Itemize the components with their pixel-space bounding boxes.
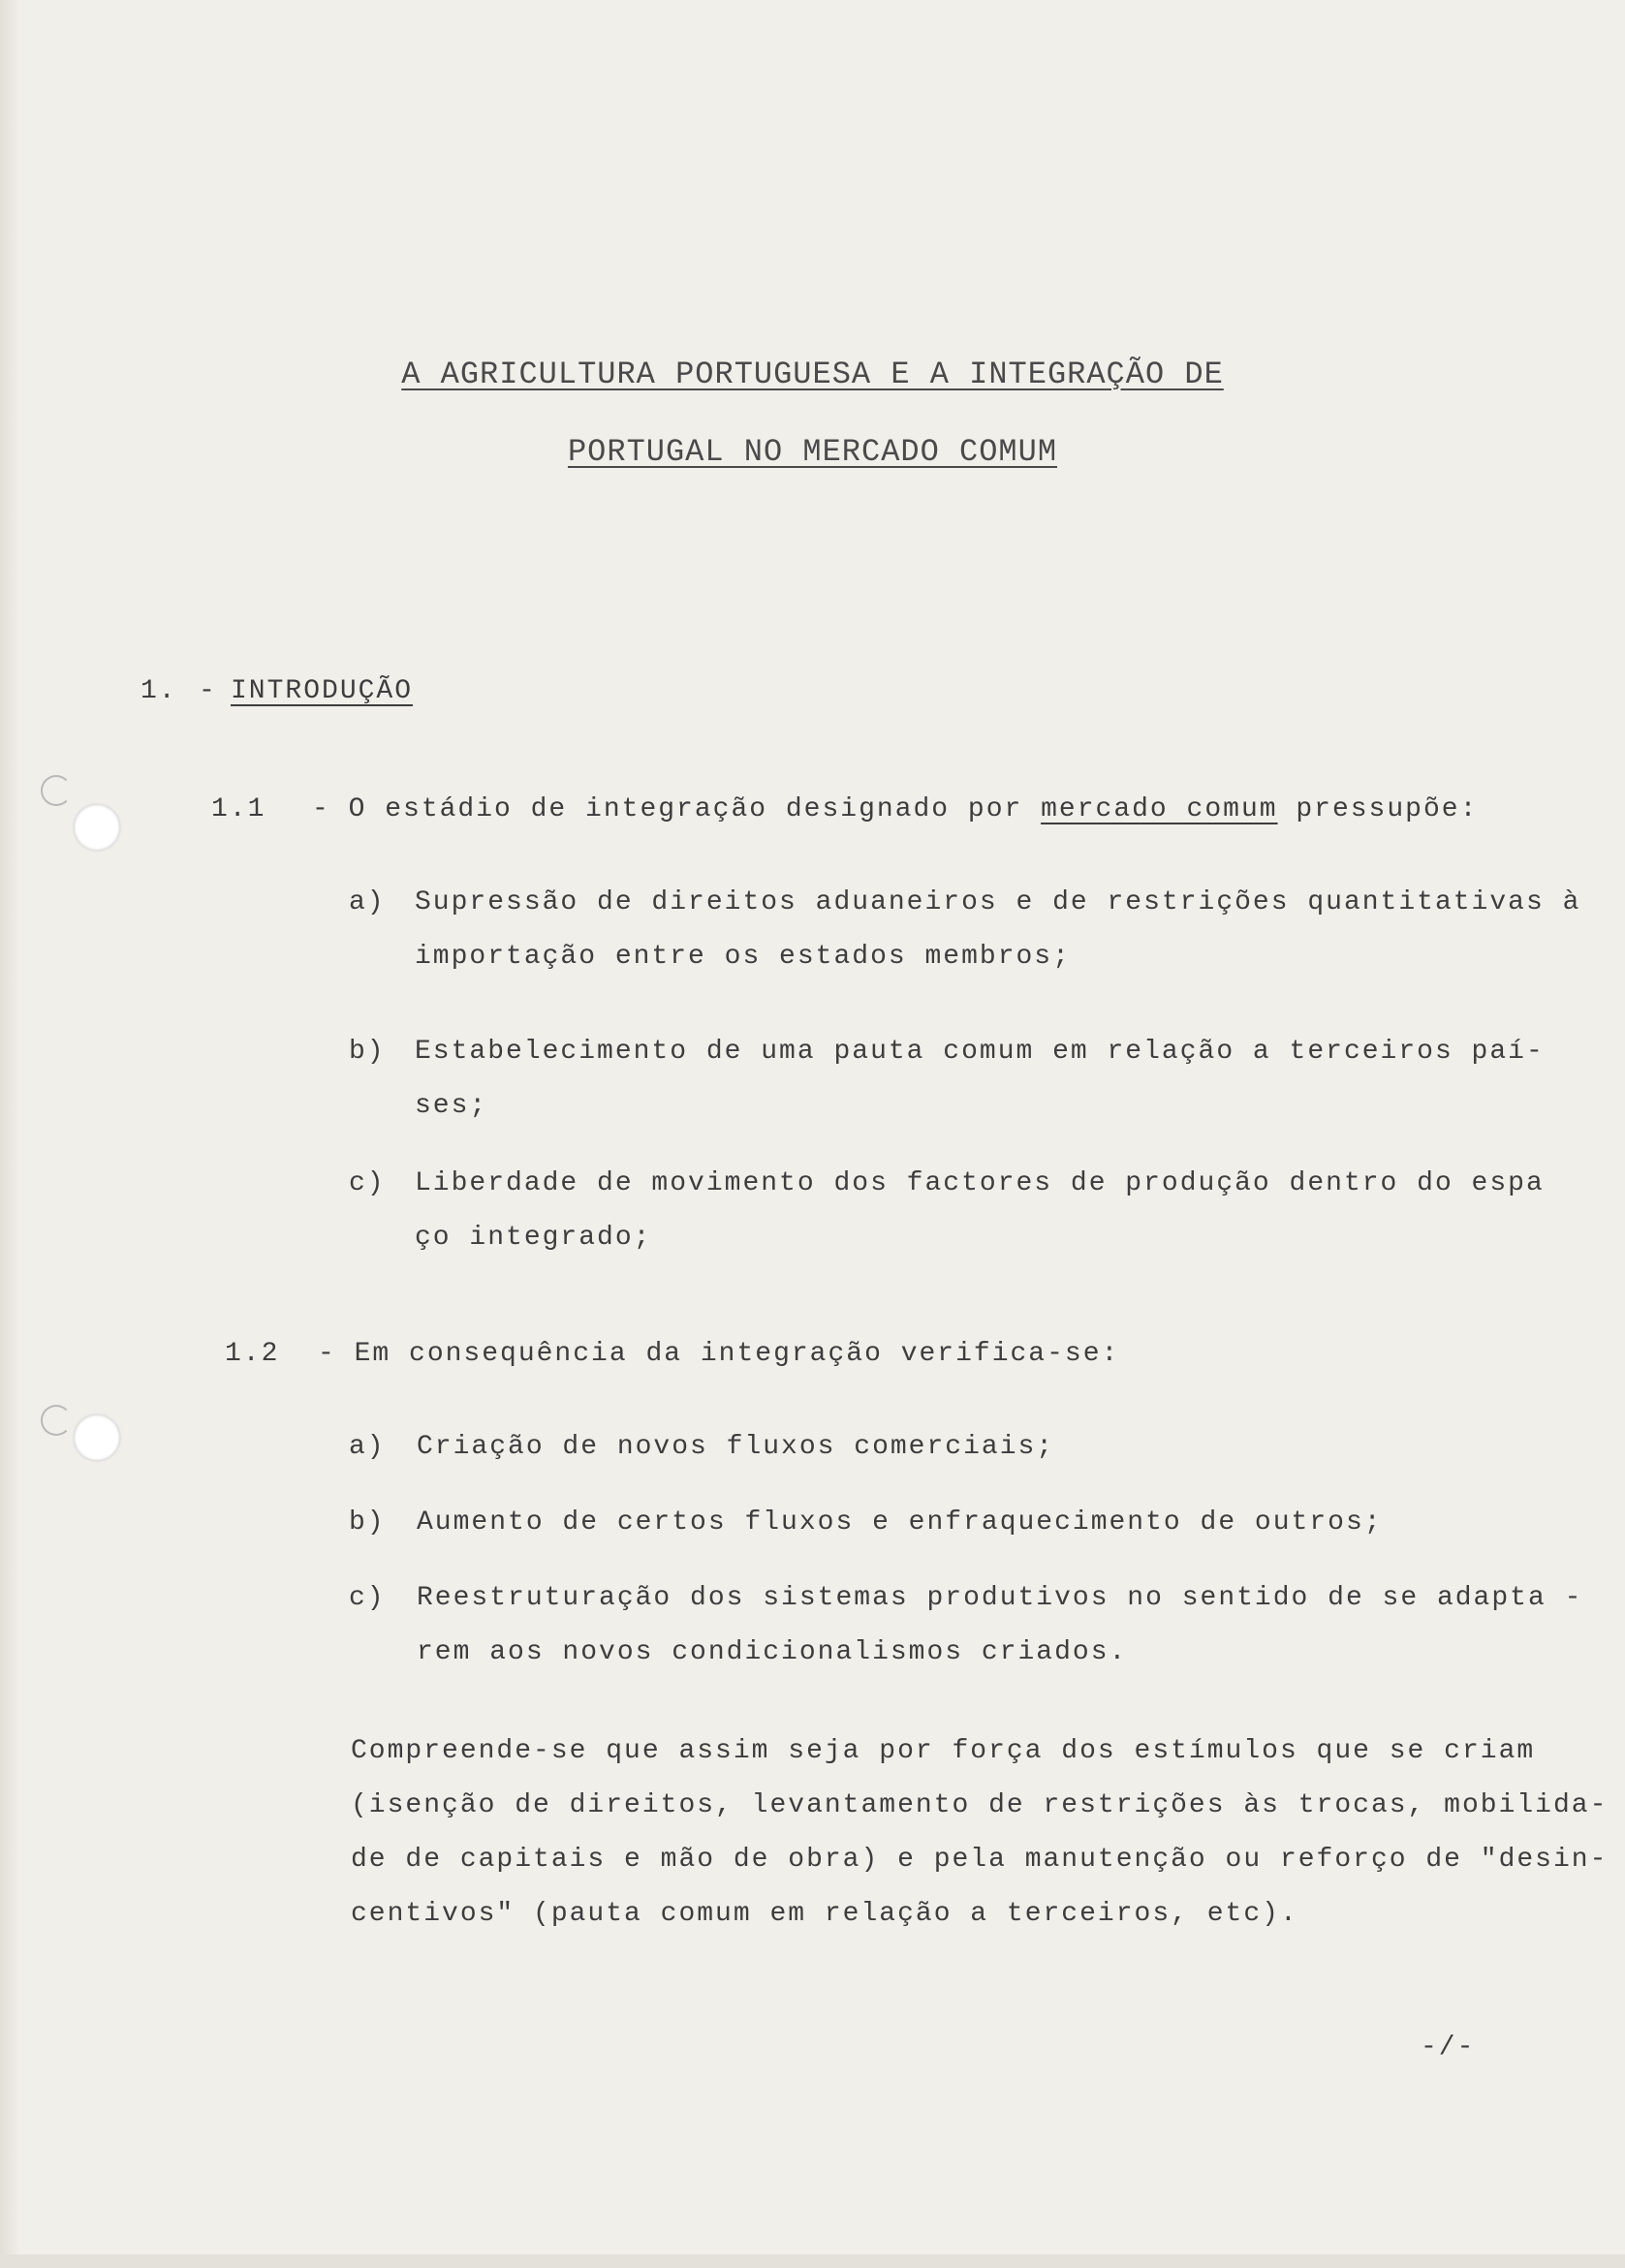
section-dash: - [199, 676, 217, 706]
item-1-2-number: 1.2 [225, 1339, 280, 1369]
point-text-line: Supressão de direitos aduaneiros e de restrições quantitativas à [415, 887, 1581, 917]
section-number: 1. [141, 676, 177, 706]
punch-hole-icon [74, 1414, 120, 1461]
point-text-line: rem aos novos condicionalismos criados. [417, 1637, 1128, 1667]
point-letter: b) [349, 1037, 386, 1067]
page-edge-shadow [0, 0, 21, 2268]
point-text-line: Aumento de certos fluxos e enfraquecimento de outros; [417, 1507, 1383, 1538]
paragraph-line: (isenção de direitos, levantamento de restrições às trocas, mobilida- [351, 1790, 1609, 1820]
item-1-2-text: - Em consequência da integração verifica-se: [318, 1339, 1120, 1369]
punch-hole-icon [74, 804, 120, 851]
continuation-mark: -/- [1421, 2033, 1476, 2063]
point-text-line: importação entre os estados membros; [415, 942, 1071, 972]
punch-hole-ring-icon [41, 775, 72, 806]
page-bottom-edge [0, 2254, 1625, 2268]
punch-hole-ring-icon [41, 1405, 72, 1436]
item-1-1-text: - O estádio de integração designado por mercado comum pressupõe: [312, 794, 1479, 824]
title-line-1: A AGRICULTURA PORTUGUESA E A INTEGRAÇÃO DE [401, 357, 1224, 392]
underlined-term: mercado comum [1041, 794, 1278, 824]
section-heading: INTRODUÇÃO [231, 676, 414, 706]
point-letter: c) [349, 1583, 386, 1613]
paragraph-line: centivos" (pauta comum em relação a terceiros, etc). [351, 1899, 1298, 1929]
item-1-1-number: 1.1 [211, 794, 266, 824]
point-letter: c) [349, 1168, 386, 1198]
point-letter: a) [349, 1432, 386, 1462]
point-text-line: Estabelecimento de uma pauta comum em relação a terceiros paí- [415, 1037, 1545, 1067]
point-text-line: Liberdade de movimento dos factores de produção dentro do espa [415, 1168, 1545, 1198]
paragraph-line: Compreende-se que assim seja por força dos estímulos que se criam [351, 1736, 1536, 1766]
title-line-2: PORTUGAL NO MERCADO COMUM [567, 434, 1058, 470]
point-text-line: Criação de novos fluxos comerciais; [417, 1432, 1055, 1462]
point-text-line: Reestruturação dos sistemas produtivos no sentido de se adapta - [417, 1583, 1583, 1613]
point-text-line: ço integrado; [415, 1223, 652, 1253]
point-text-line: ses; [415, 1091, 488, 1121]
point-letter: a) [349, 887, 386, 917]
point-letter: b) [349, 1507, 386, 1538]
paragraph-line: de de capitais e mão de obra) e pela manutenção ou reforço de "desin- [351, 1845, 1609, 1875]
